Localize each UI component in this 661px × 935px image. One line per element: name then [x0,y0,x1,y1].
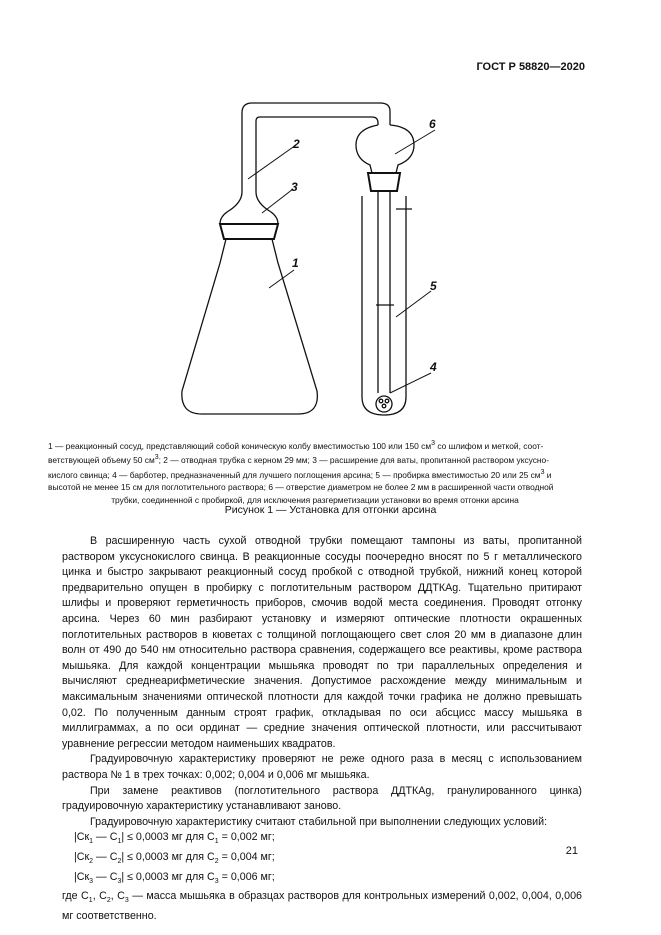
page-number: 21 [565,845,578,857]
cotton-expansion [220,192,278,224]
legend-line: кислого свинца; 4 — барботер, предназначенный для лучшего поглощения арсина; 5 — пробирка вместимостью 20 или 25 $см^3$ и [48,468,552,480]
paragraph: Градуировочную характеристику считают стабильной при выполнении следующих условий: [90,815,548,828]
condition-line: $|Ск_2$ — $С_2| \le 0,0003$ мг для $С_2 = 0,004$ мг; [74,851,275,866]
legend-line: высотой не менее 15 см для поглотительного раствора; 6 — отверстие диаметром не более 2 мм в расширенной части отводной [48,482,554,493]
paragraph: Градуировочную характеристику проверяют не реже одного раза в месяц с использованием раствора № 1 в трех точках: 0,002; 0,004 и 0,006 мг мышьяка. [62,753,582,781]
figure-label-1: 1 [292,256,299,270]
figure-label-6: 6 [429,117,436,131]
paragraph: где $С_1$, $С_2$, $С_3$ — масса мышьяка в образцах растворов для контрольных измерений 0,002, 0,004, 0,006 мг соответственно. [62,890,582,923]
condition-line: $|Ск_3$ — $С_3| \le 0,0003$ мг для $С_3 = 0,006$ мг; [74,870,275,885]
paragraph: В расширенную часть сухой отводной трубки помещают тампоны из ваты, пропитанной раствором уксуснокислого свинца. В реакционные сосуды поочередно вносят по 5 г металлического цинка и быстро закрывают реакционный сосуд пробкой с отводной трубкой, нижний конец которой предварительно опущен в пробирку с поглотительным раствором ДДТКAg. Тщательно притирают шлифы и проверяют герметичность приборов, смочив водой места соединения. Проводят отгонку арсина. Через 60 мин разбирают установку и измеряют оптические плотности окрашенных поглотительных растворов в кюветах с толщиной поглощающего свет слоя 20 мм в диапазоне длин волн от 490 до 540 нм относительно раствора сравнения, содержащего все реактивы, кроме раствора мышьяка. Для каждой концентрации мышьяка проводят по три параллельных определения и вычисляют среднеарифметические значения. Допустимое расхождение между минимальным и максимальным значениями оптической плотности для каждой точки графика не должно превышать 0,02. По полученным данным строят график, откладывая по оси абсцисс массу мышьяка в миллиграммах, а по оси ординат — средние значения оптической плотности, или рассчитывают уравнение регрессии методом наименьших квадратов. [62,535,582,750]
arsine-apparatus-figure [150,93,450,433]
legend-line: ветствующей объему 50 $см^3$; 2 — отводная трубка с керном 29 мм; 3 — расширение для ваты, пропитанной раствором уксусно- [48,454,549,466]
paragraph: При замене реактивов (поглотительного раствора ДДТКAg, гранулированного цинка) градуировочную характеристику устанавливают заново. [62,784,582,813]
condition-line: $|Ск_1$ — $С_1| \le 0,0003$ мг для $С_1 = 0,002$ мг; [74,831,275,846]
flask-stopper [220,224,278,239]
figure-legend [48,438,582,506]
legend-line: 1 — реакционный сосуд, представляющий собой коническую колбу вместимостью 100 или 150 $см^3$ со шлифом и меткой, соот- [48,440,544,451]
figure-label-4: 4 [430,360,437,374]
apparatus-drawing [150,93,450,433]
outlet-tube [242,103,390,192]
figure-label-5: 5 [430,279,437,293]
body-text [62,534,582,925]
inner-tube [378,191,390,393]
figure-label-2: 2 [293,137,300,151]
standard-number: ГОСТ Р 58820—2020 [476,61,585,73]
figure-caption: Рисунок 1 — Установка для отгонки арсина [224,504,437,516]
tube-stopper [368,173,400,191]
legend-line: трубки, соединенной с пробиркой, для исключения разгерметизации установки во время отгонки арсина [111,494,519,505]
tube-bulb [356,125,414,173]
figure-label-3: 3 [291,180,298,194]
